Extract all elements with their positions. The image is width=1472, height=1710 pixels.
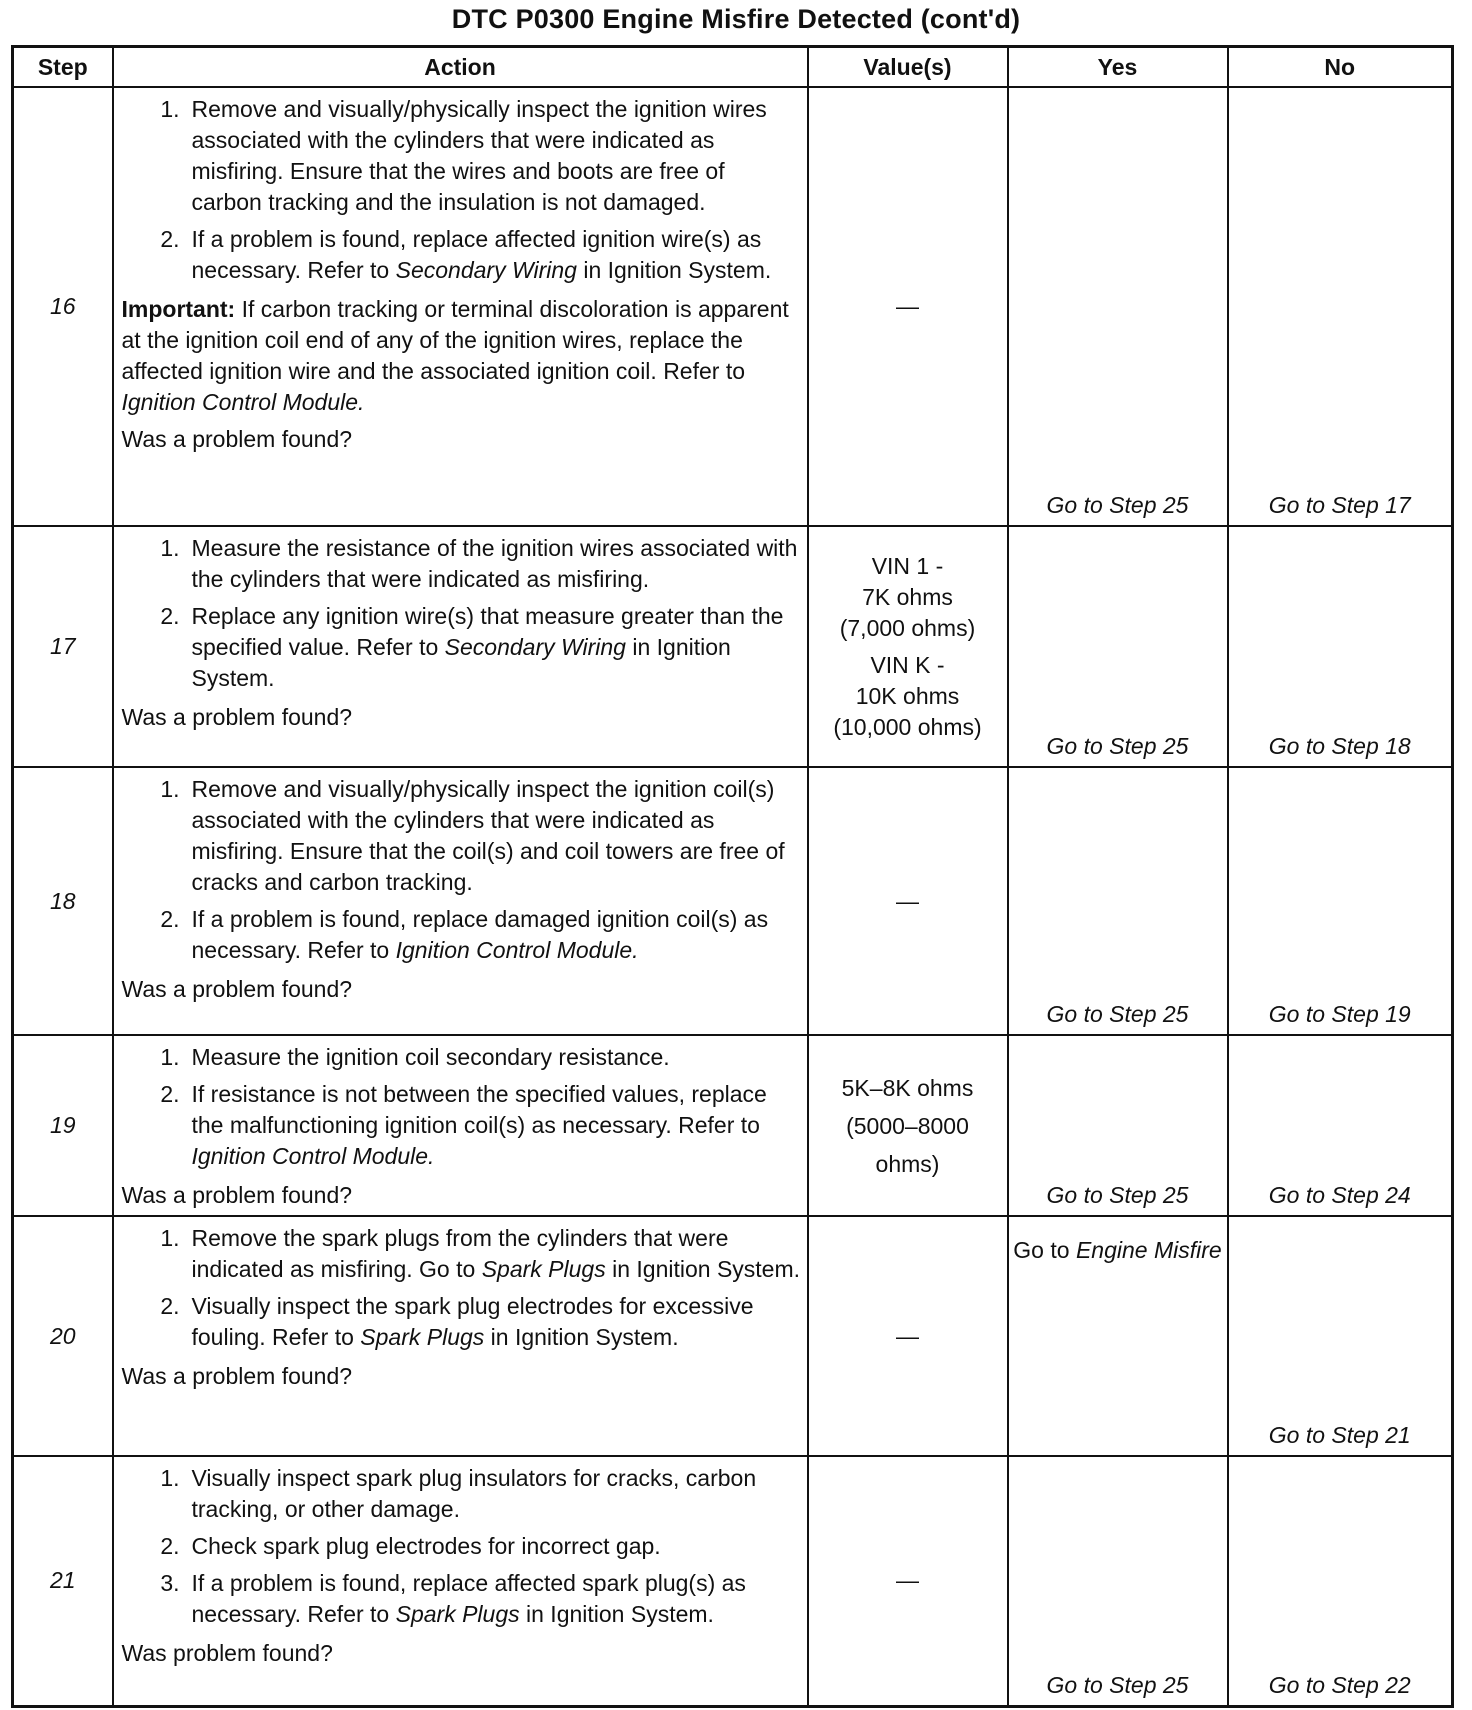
yes-cell: [1008, 1456, 1228, 1706]
step-number: 19: [13, 1035, 113, 1216]
step-number: 21: [13, 1456, 113, 1706]
header-no: No: [1228, 47, 1453, 88]
table-row: [13, 526, 1453, 767]
value-cell: VIN 1 - 7K ohms (7,000 ohms) VIN K - 10K ohms (10,000 ohms): [808, 526, 1008, 767]
value-cell: —: [808, 767, 1008, 1035]
header-step: Step: [13, 47, 113, 88]
no-cell: [1228, 767, 1453, 1035]
no-goto: Go to Step 17: [1268, 492, 1411, 518]
diagnostic-table: [11, 45, 1454, 1708]
table-row: [13, 1216, 1453, 1456]
value-cell: —: [808, 1216, 1008, 1456]
table-row: [13, 767, 1453, 1035]
value-cell: —: [808, 87, 1008, 526]
no-goto: Go to Step 19: [1268, 1001, 1411, 1027]
no-cell: [1228, 1035, 1453, 1216]
header-values: Value(s): [808, 47, 1008, 88]
yes-goto: Go to Step 25: [1046, 492, 1189, 518]
action-cell: [113, 1216, 808, 1456]
no-cell: [1228, 1216, 1453, 1456]
yes-goto: Go to Step 25: [1046, 733, 1189, 759]
yes-goto: Go to Step 25: [1046, 1182, 1189, 1208]
action-cell: [113, 767, 808, 1035]
question: Was a problem found?: [121, 426, 353, 452]
no-goto: Go to Step 21: [1268, 1422, 1411, 1448]
step-number: 16: [13, 87, 113, 526]
yes-cell: [1008, 767, 1228, 1035]
step-number: 17: [13, 526, 113, 767]
action-list: [122, 1223, 801, 1353]
action-cell: [113, 1035, 808, 1216]
list-item: 2. Visually inspect the spark plug electrodes for excessive fouling. Refer to Spark Plugs in Ignition System.: [160, 1293, 754, 1350]
header-action: Action: [113, 47, 808, 88]
important-note: Important: If carbon tracking or terminal discoloration is apparent at the ignition coil end of any of the ignition wires, replace the affected ignition wire and the associated ignition coil. Refer to Ignition Control Module.: [121, 296, 789, 415]
table-row: [13, 1035, 1453, 1216]
no-goto: Go to Step 18: [1268, 733, 1411, 759]
action-cell: [113, 87, 808, 526]
list-item: 2. If a problem is found, replace damaged ignition coil(s) as necessary. Refer to Ignition Control Module.: [160, 906, 769, 963]
list-item: 2. Replace any ignition wire(s) that measure greater than the specified value. Refer to Secondary Wiring in Ignition System.: [160, 603, 784, 691]
header-row: [13, 47, 1453, 88]
yes-cell: [1008, 1216, 1228, 1456]
question: Was a problem found?: [121, 704, 353, 730]
header-yes: Yes: [1008, 47, 1228, 88]
yes-cell: [1008, 526, 1228, 767]
question: Was problem found?: [121, 1640, 333, 1666]
step-number: 18: [13, 767, 113, 1035]
question: Was a problem found?: [121, 1182, 353, 1208]
question: Was a problem found?: [121, 976, 353, 1002]
value-cell: —: [808, 1456, 1008, 1706]
list-item: 1. Remove the spark plugs from the cylinders that were indicated as misfiring. Go to Spark Plugs in Ignition System.: [160, 1225, 801, 1282]
no-goto: Go to Step 22: [1268, 1671, 1411, 1698]
table-row: [13, 1456, 1453, 1706]
action-cell: [113, 526, 808, 767]
no-cell: [1228, 1456, 1453, 1706]
action-list: [122, 1463, 801, 1630]
step-number: 20: [13, 1216, 113, 1456]
no-goto: Go to Step 24: [1268, 1182, 1411, 1208]
list-item: 1. Measure the resistance of the ignition wires associated with the cylinders that were indicated as misfiring.: [160, 535, 798, 592]
value-cell: 5K–8K ohms (5000–8000 ohms): [808, 1035, 1008, 1216]
no-cell: [1228, 87, 1453, 526]
list-item: 3. If a problem is found, replace affected spark plug(s) as necessary. Refer to Spark Plugs in Ignition System.: [160, 1570, 746, 1627]
yes-cell: [1008, 1035, 1228, 1216]
yes-cell: [1008, 87, 1228, 526]
action-list: [122, 1042, 801, 1172]
list-item: 1. Remove and visually/physically inspect the ignition wires associated with the cylinders that were indicated as misfiring. Ensure that the wires and boots are free of carbon tracking and the insulation is not damaged.: [160, 96, 767, 215]
table-row: [13, 87, 1453, 526]
list-item: 2. If a problem is found, replace affected ignition wire(s) as necessary. Refer to Secondary Wiring in Ignition System.: [160, 226, 772, 283]
yes-goto: Go to Step 25: [1046, 1001, 1189, 1027]
action-cell: [113, 1456, 808, 1706]
yes-goto: Go to Step 25: [1046, 1671, 1189, 1698]
action-list: [122, 774, 801, 966]
yes-goto: Go to Engine Misfire: [1013, 1237, 1222, 1263]
list-item: 1. Visually inspect spark plug insulators for cracks, carbon tracking, or other damage.: [160, 1465, 757, 1522]
question: Was a problem found?: [121, 1363, 353, 1389]
page-title: DTC P0300 Engine Misfire Detected (cont'd): [451, 4, 1021, 34]
list-item: 2. Check spark plug electrodes for incorrect gap.: [160, 1533, 661, 1559]
no-cell: [1228, 526, 1453, 767]
action-list: [122, 94, 801, 286]
list-item: 1. Measure the ignition coil secondary resistance.: [160, 1044, 670, 1070]
action-list: [122, 533, 801, 694]
list-item: 1. Remove and visually/physically inspect the ignition coil(s) associated with the cylinders that were indicated as misfiring. Ensure that the coil(s) and coil towers are free of cracks and carbon tracking.: [160, 776, 785, 895]
list-item: 2. If resistance is not between the specified values, replace the malfunctioning ignition coil(s) as necessary. Refer to Ignition Control Module.: [160, 1081, 767, 1169]
